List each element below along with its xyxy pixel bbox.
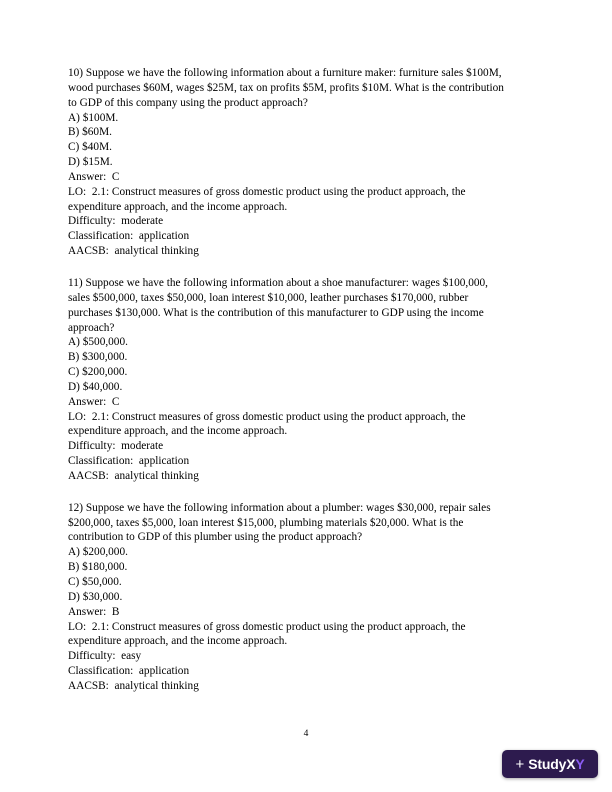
document-body <box>68 66 544 711</box>
question-line: wood purchases $60M, wages $25M, tax on profits $5M, profits $10M. What is the contribution <box>68 81 504 94</box>
question-line: $200,000, taxes $5,000, loan interest $15,000, plumbing materials $20,000. What is the <box>68 516 464 529</box>
question-line: Classification: application <box>68 455 190 468</box>
question-line: Answer: C <box>68 395 120 408</box>
question-line: approach? <box>68 321 115 334</box>
question-line: C) $200,000. <box>68 366 128 379</box>
question-line: AACSB: analytical thinking <box>68 245 199 258</box>
question-line: LO: 2.1: Construct measures of gross domestic product using the product approach, the <box>68 185 466 198</box>
question-line: Difficulty: easy <box>68 650 142 663</box>
watermark-x-text: X <box>566 756 576 772</box>
watermark-brand <box>528 757 584 771</box>
question-line: contribution to GDP of this plumber using the product approach? <box>68 531 363 544</box>
studyxy-watermark[interactable] <box>502 750 598 778</box>
question-block <box>68 501 544 694</box>
question-line: AACSB: analytical thinking <box>68 679 199 692</box>
question-line: C) $40M. <box>68 141 112 154</box>
question-line: AACSB: analytical thinking <box>68 469 199 482</box>
question-line: 12) Suppose we have the following information about a plumber: wages $30,000, repair sales <box>68 501 491 514</box>
question-line: sales $500,000, taxes $50,000, loan interest $10,000, leather purchases $170,000, rubber <box>68 291 469 304</box>
question-line: A) $500,000. <box>68 336 128 349</box>
question-line: Answer: B <box>68 605 120 618</box>
question-line: B) $180,000. <box>68 561 128 574</box>
question-block <box>68 276 544 484</box>
question-line: LO: 2.1: Construct measures of gross domestic product using the product approach, the <box>68 620 466 633</box>
question-line: Difficulty: moderate <box>68 440 164 453</box>
watermark-y-text: Y <box>575 756 585 772</box>
question-line: A) $100M. <box>68 111 119 124</box>
question-line: 11) Suppose we have the following information about a shoe manufacturer: wages $100,000, <box>68 276 488 289</box>
question-line: expenditure approach, and the income approach. <box>68 635 288 648</box>
question-line: A) $200,000. <box>68 546 128 559</box>
question-line: B) $60M. <box>68 126 112 139</box>
question-line: expenditure approach, and the income approach. <box>68 425 288 438</box>
question-line: Classification: application <box>68 230 190 243</box>
question-line: D) $30,000. <box>68 590 123 603</box>
question-line: D) $40,000. <box>68 380 123 393</box>
question-line: C) $50,000. <box>68 576 122 588</box>
plus-icon: + <box>515 755 525 773</box>
question-block <box>68 66 544 259</box>
page-number: 4 <box>303 729 309 739</box>
question-line: Difficulty: moderate <box>68 215 164 228</box>
question-line: LO: 2.1: Construct measures of gross domestic product using the product approach, the <box>68 410 466 423</box>
question-line: 10) Suppose we have the following information about a furniture maker: furniture sales $100M, <box>68 67 502 79</box>
question-line: Classification: application <box>68 665 190 678</box>
question-line: expenditure approach, and the income approach. <box>68 200 288 213</box>
watermark-study-text: Study <box>528 756 567 772</box>
question-line: Answer: C <box>68 170 120 183</box>
question-line: B) $300,000. <box>68 351 128 364</box>
question-line: to GDP of this company using the product approach? <box>68 96 308 109</box>
question-line: purchases $130,000. What is the contribution of this manufacturer to GDP using the income <box>68 306 484 319</box>
question-line: D) $15M. <box>68 156 113 169</box>
